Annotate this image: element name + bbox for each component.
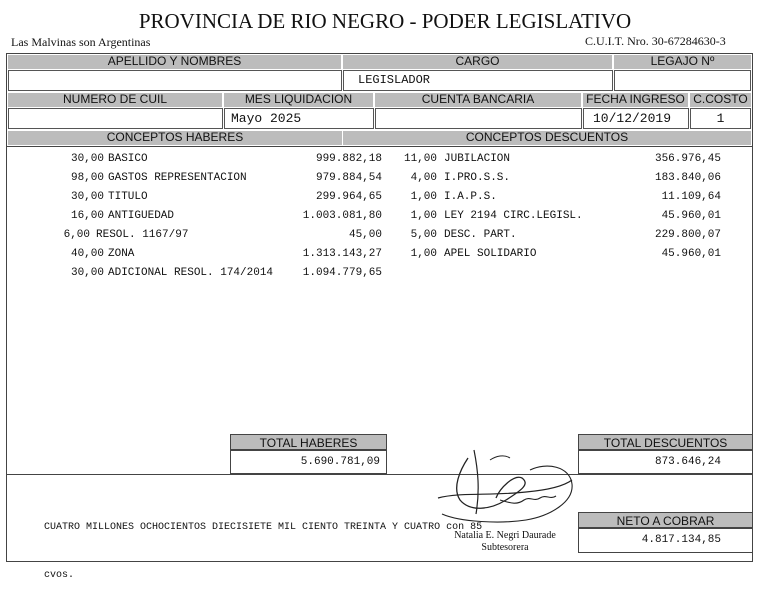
header-ccosto: C.COSTO bbox=[690, 93, 751, 107]
document-title: PROVINCIA DE RIO NEGRO - PODER LEGISLATIVO bbox=[138, 9, 632, 33]
haberes-amount: 979.884,54 bbox=[315, 172, 382, 184]
fecha-value: 10/12/2019 bbox=[593, 111, 672, 126]
descuentos-desc: I.PRO.S.S. bbox=[444, 172, 511, 184]
legajo-field bbox=[614, 70, 751, 91]
descuentos-amount: 183.840,06 bbox=[654, 172, 721, 184]
header-cuenta: CUENTA BANCARIA bbox=[375, 93, 581, 107]
total-haberes-value: 5.690.781,09 bbox=[300, 456, 380, 468]
header-haberes: CONCEPTOS HABERES bbox=[8, 131, 342, 145]
descuentos-amount: 229.800,07 bbox=[654, 229, 721, 241]
haberes-amount: 299.964,65 bbox=[315, 191, 382, 203]
haberes-qty: 30,00 bbox=[70, 267, 104, 279]
header-neto: NETO A COBRAR bbox=[578, 512, 753, 528]
signer-role: Subtesorera bbox=[481, 542, 529, 553]
haberes-amount: 1.003.081,80 bbox=[302, 210, 382, 222]
haberes-qty: 98,00 bbox=[70, 172, 104, 184]
descuentos-desc: JUBILACION bbox=[444, 153, 511, 165]
descuentos-qty: 1,00 bbox=[410, 210, 437, 222]
total-haberes-field bbox=[230, 450, 387, 474]
haberes-qty: 30,00 bbox=[70, 153, 104, 165]
header-total-descuentos: TOTAL DESCUENTOS bbox=[578, 434, 753, 450]
haberes-qty: 16,00 bbox=[70, 210, 104, 222]
haberes-amount: 999.882,18 bbox=[315, 153, 382, 165]
header-fecha: FECHA INGRESO bbox=[583, 93, 688, 107]
descuentos-desc: DESC. PART. bbox=[444, 229, 517, 241]
total-descuentos-field bbox=[578, 450, 753, 474]
haberes-desc: BASICO bbox=[108, 153, 148, 165]
concepts-divider bbox=[6, 146, 753, 147]
cuil-field bbox=[8, 108, 223, 129]
descuentos-amount: 356.976,45 bbox=[654, 153, 721, 165]
header-total-haberes: TOTAL HABERES bbox=[230, 434, 387, 450]
total-descuentos-value: 873.646,24 bbox=[654, 456, 721, 468]
header-legajo: LEGAJO Nº bbox=[614, 55, 751, 69]
descuentos-desc: APEL SOLIDARIO bbox=[444, 248, 537, 260]
descuentos-qty: 1,00 bbox=[410, 191, 437, 203]
bottom-section-divider bbox=[6, 474, 753, 475]
descuentos-qty: 5,00 bbox=[410, 229, 437, 241]
amount-words-line-2: cvos. bbox=[44, 570, 75, 581]
header-cuil: NUMERO DE CUIL bbox=[8, 93, 222, 107]
haberes-desc: GASTOS REPRESENTACION bbox=[108, 172, 247, 184]
ccosto-value: 1 bbox=[716, 111, 725, 126]
haberes-desc: ANTIGUEDAD bbox=[108, 210, 175, 222]
handwritten-signature bbox=[430, 440, 580, 532]
descuentos-amount: 45.960,01 bbox=[661, 210, 721, 222]
descuentos-amount: 45.960,01 bbox=[661, 248, 721, 260]
neto-value: 4.817.134,85 bbox=[641, 534, 721, 546]
haberes-desc: TITULO bbox=[108, 191, 148, 203]
header-mes: MES LIQUIDACION bbox=[224, 93, 373, 107]
cuit-number: C.U.I.T. Nro. 30-67284630-3 bbox=[585, 34, 726, 48]
haberes-qty: 30,00 bbox=[70, 191, 104, 203]
cargo-field bbox=[343, 70, 613, 91]
haberes-amount: 1.313.143,27 bbox=[302, 248, 382, 260]
haberes-qty: 40,00 bbox=[70, 248, 104, 260]
signer-name: Natalia E. Negri Daurade bbox=[454, 530, 556, 541]
haberes-desc: ZONA bbox=[108, 248, 135, 260]
descuentos-desc: LEY 2194 CIRC.LEGISL. bbox=[444, 210, 583, 222]
apellido-field bbox=[8, 70, 342, 91]
cuenta-field bbox=[375, 108, 582, 129]
malvinas-legend: Las Malvinas son Argentinas bbox=[11, 35, 151, 49]
amount-in-words bbox=[44, 488, 482, 600]
cargo-value: LEGISLADOR bbox=[358, 73, 431, 87]
haberes-desc: ADICIONAL RESOL. 174/2014 bbox=[108, 267, 274, 279]
descuentos-desc: I.A.P.S. bbox=[444, 191, 497, 203]
descuentos-qty: 1,00 bbox=[410, 248, 437, 260]
amount-words-line-1: CUATRO MILLONES OCHOCIENTOS DIECISIETE MIL CIENTO TREINTA Y CUATRO con 85 bbox=[44, 522, 483, 533]
ccosto-field bbox=[690, 108, 751, 129]
haberes-amount: 1.094.779,65 bbox=[302, 267, 382, 279]
header-apellido: APELLIDO Y NOMBRES bbox=[8, 55, 341, 69]
haberes-desc: RESOL. 1167/97 bbox=[96, 229, 189, 241]
fecha-field bbox=[583, 108, 689, 129]
neto-field bbox=[578, 528, 753, 553]
descuentos-qty: 4,00 bbox=[410, 172, 437, 184]
header-cargo: CARGO bbox=[343, 55, 612, 69]
haberes-qty: 6,00 bbox=[63, 229, 90, 241]
descuentos-qty: 11,00 bbox=[403, 153, 437, 165]
descuentos-amount: 11.109,64 bbox=[661, 191, 721, 203]
mes-field bbox=[224, 108, 374, 129]
haberes-amount: 45,00 bbox=[348, 229, 382, 241]
header-descuentos: CONCEPTOS DESCUENTOS bbox=[343, 131, 751, 145]
mes-value: Mayo 2025 bbox=[231, 111, 302, 126]
